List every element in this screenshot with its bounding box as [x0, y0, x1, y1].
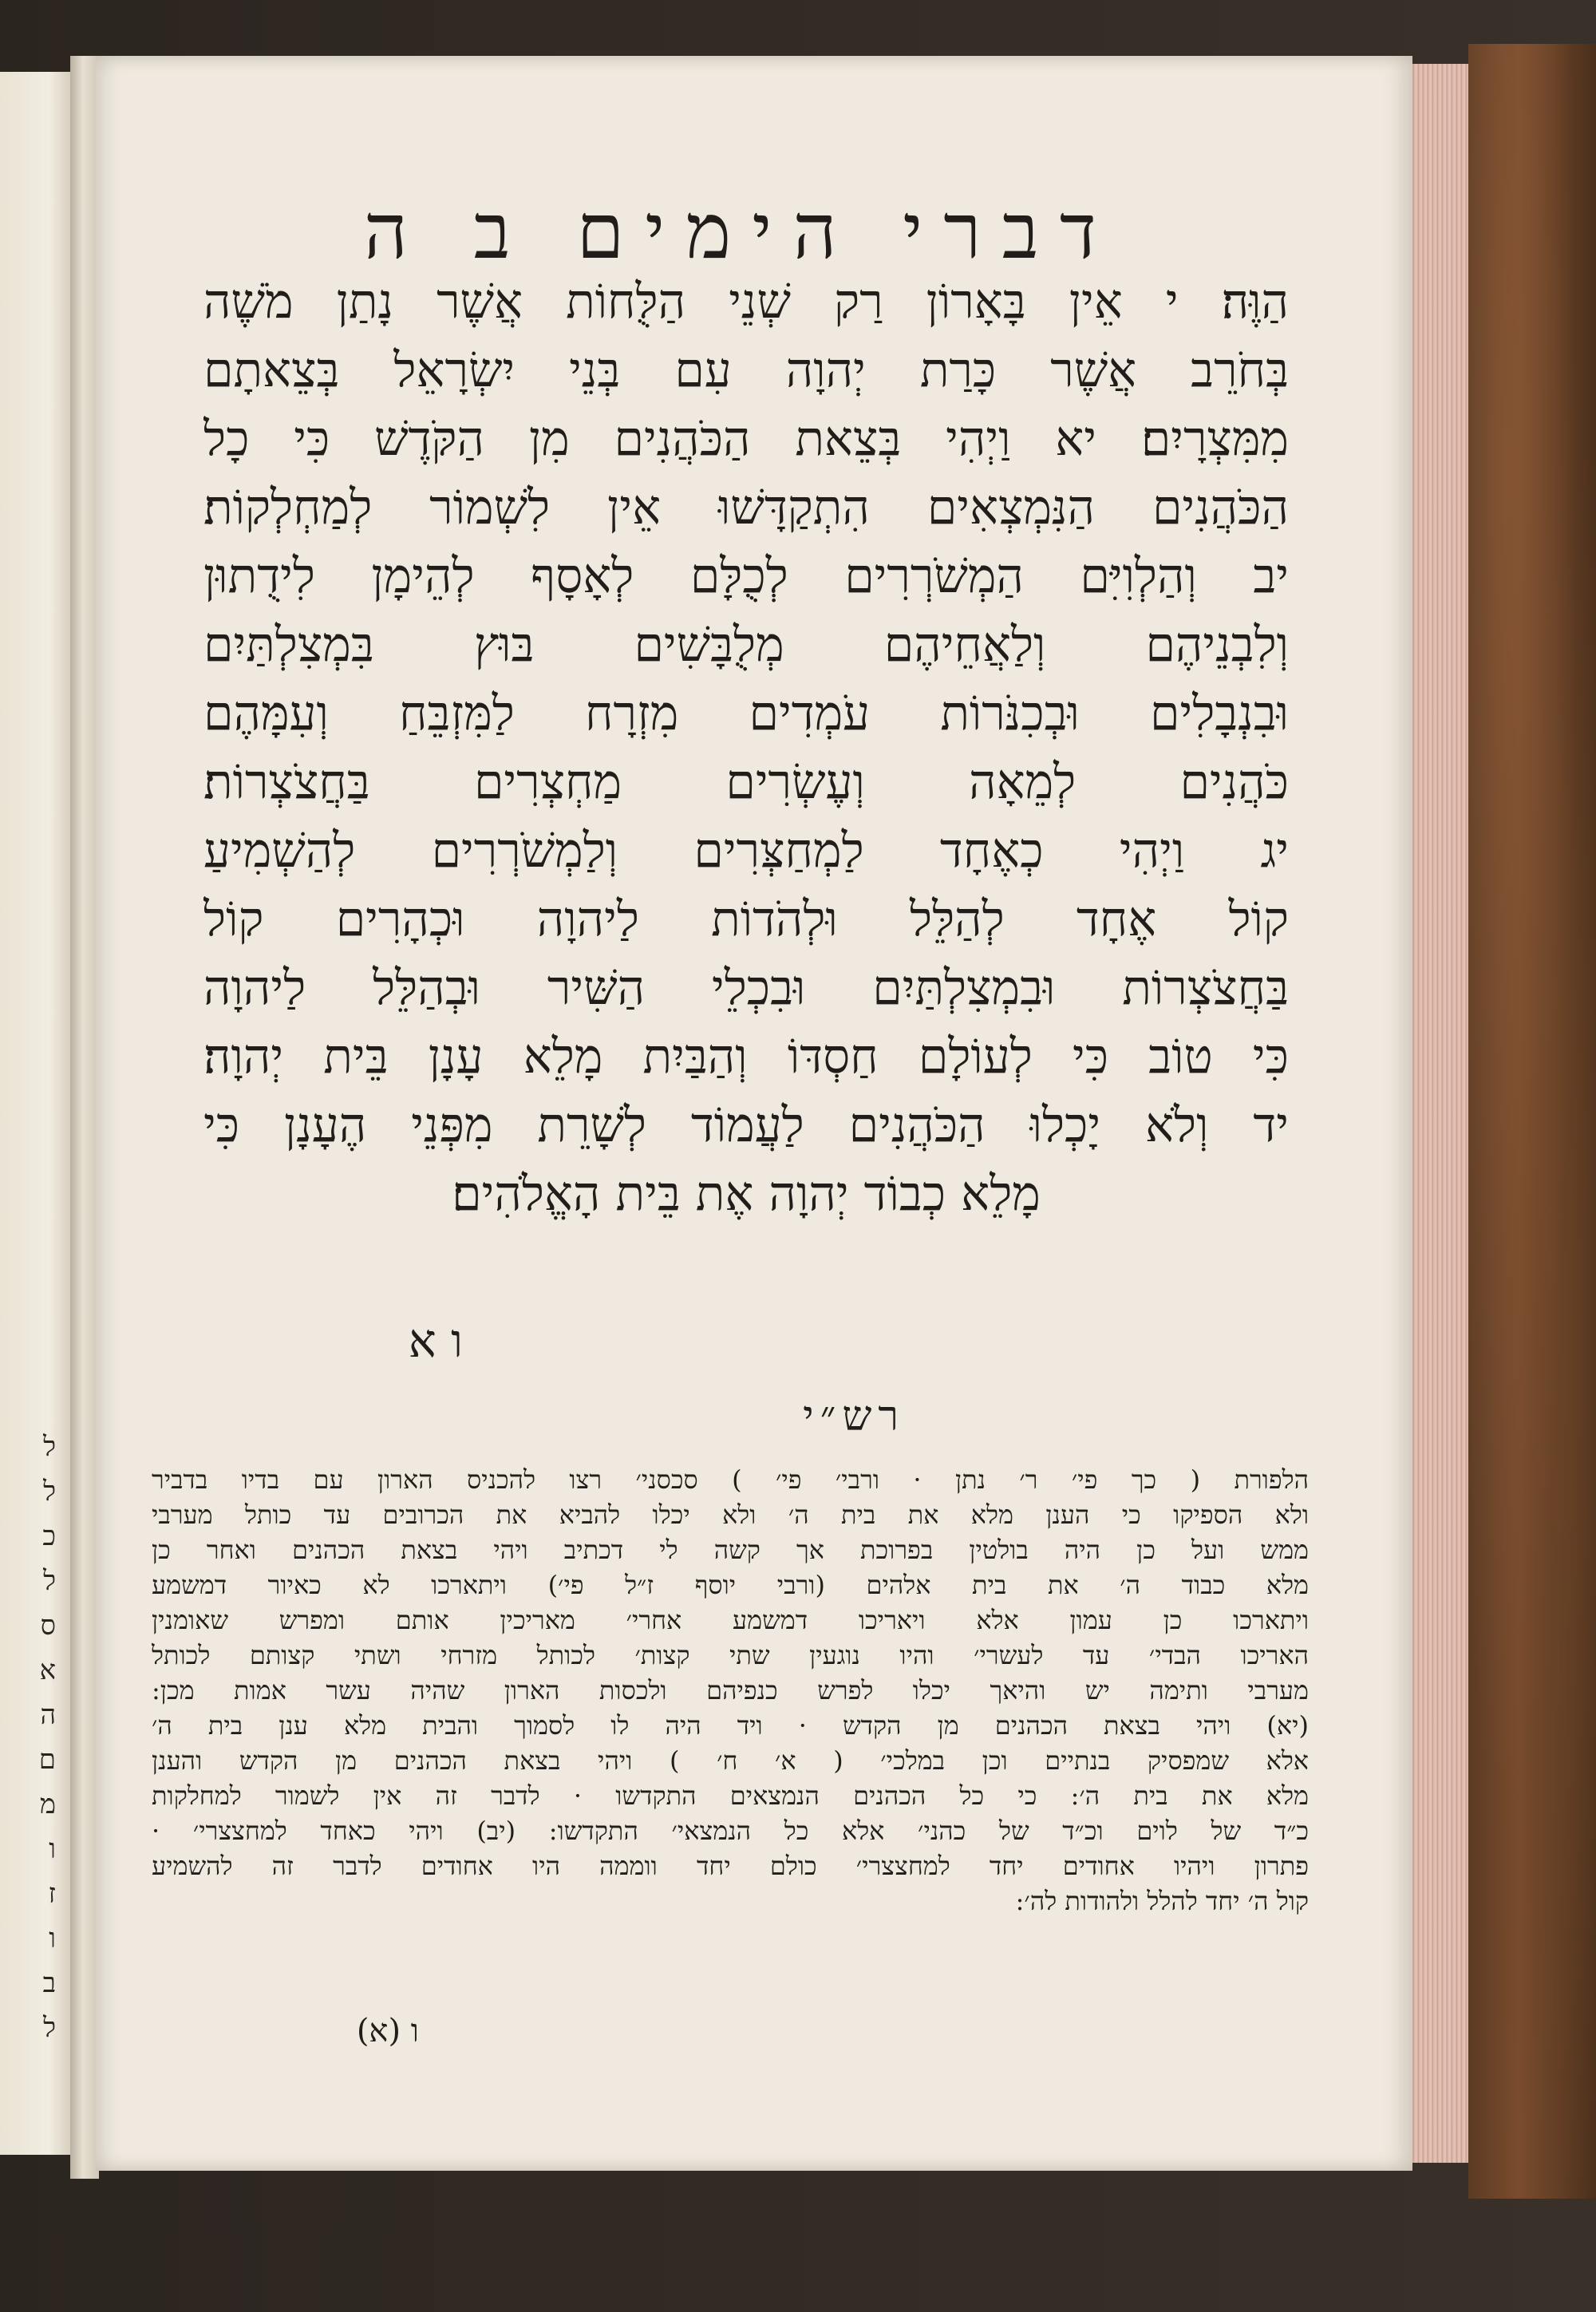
facing-letter: ם — [38, 1744, 56, 1776]
commentary-title: רש״י — [803, 1393, 905, 1441]
facing-letter: א — [39, 1654, 56, 1686]
facing-letter: מ — [39, 1788, 56, 1820]
commentary-line: מלא את בית ה׳: כי כל הכהנים הנמצאים התקדשו · לדבר זה אין לשמור למחלקות — [152, 1780, 1309, 1811]
facing-letter: כ — [42, 1520, 56, 1552]
text-line: בְּחֹרֵב אֲשֶׁר כָּרַת יְהוָה עִם בְּנֵי יִשְׂרָאֵל בְּצֵאתָם — [203, 342, 1289, 398]
commentary-line: מערבי ותימה יש והיאך יכלו לפרש כנפיהם ולכסות הארון שהיה עשר אמות מכן: — [152, 1675, 1309, 1705]
text-line: כִּי טוֹב כִּי לְעוֹלָם חַסְדּוֹ וְהַבַּיִת מָלֵא עָנָן בֵּית יְהוָה׃ — [203, 1029, 1289, 1085]
facing-letter: ו — [49, 1923, 56, 1954]
commentary-line: ויתארכו כן עמון אלא ויאריכו דמשמע אחרי׳ מאריכין אותם ומפרש שאומנין — [152, 1605, 1309, 1635]
facing-page-edge — [0, 72, 73, 2155]
commentary-line: מלא כבוד ה׳ את בית אלהים (ורבי יוסף ז״ל פי׳) ויתארכו לא כאיור דמשמע — [152, 1570, 1309, 1600]
facing-letter: ה — [40, 1699, 56, 1731]
commentary-line: (יא) ויהי בצאת הכהנים מן הקדש · ויד היה לו לסמוך והבית מלא ענן בית ה׳ — [152, 1710, 1309, 1741]
facing-letter: ב — [42, 1967, 56, 1999]
commentary-catchword: ו (א) — [356, 2013, 419, 2049]
commentary-line: הלפורת ( כך פי׳ ר׳ נתן · ורבי׳ פי׳ ) סכסני׳ רצו להכניס הארון עם בדיו בדביר — [152, 1464, 1309, 1495]
commentary-line: ממש ועל כן היה בולטין בפרוכת אך קשה לי דכתיב ויהי בצאת הכהנים ואחר כן — [152, 1535, 1309, 1565]
page-edges — [1412, 64, 1470, 2163]
text-line: הַוֶּה׃ י אֵין בָּאָרוֹן רַק שְׁנֵי הַלֻּחוֹת אֲשֶׁר נָתַן מֹשֶׁה — [203, 274, 1289, 330]
leather-cover — [1468, 44, 1596, 2199]
text-line: קוֹל אֶחָד לְהַלֵּל וּלְהֹדוֹת לַיהוָה וּכְהָרִים קוֹל — [203, 891, 1289, 947]
commentary-text — [152, 1462, 1309, 1919]
facing-letter: ל — [43, 1431, 56, 1463]
text-line: בַּחֲצֹצְרוֹת וּבִמְצִלְתַּיִם וּבִכְלֵי הַשִּׁיר וּבְהַלֵּל לַיהוָה — [203, 960, 1289, 1016]
facing-page-letters — [0, 1429, 56, 2046]
text-line: יד וְלֹא יָכְלוּ הַכֹּהֲנִים לַעֲמוֹד לְשָׁרֵת מִפְּנֵי הֶעָנָן כִּי — [203, 1097, 1289, 1153]
text-line: הַכֹּהֲנִים הַנִּמְצְאִים הִתְקַדָּשׁוּ אֵין לִשְׁמוֹר לְמַחְלְקוֹת׃ — [203, 480, 1289, 536]
commentary-line: פתרון ויהיו אחודים יחד למחצצרי׳ כולם יחד ווממה היו אחודים לדבר זה להשמיע — [152, 1851, 1309, 1881]
catchword: ו א — [408, 1314, 463, 1368]
text-line: וְלִבְנֵיהֶם וְלַאֲחֵיהֶם מְלֻבָּשִׁים בּוּץ בִּמְצִלְתַּיִם — [203, 617, 1289, 673]
text-line: וּבִנְבָלִים וּבְכִנֹּרוֹת עֹמְדִים מִזְרָח לַמִּזְבֵּחַ וְעִמָּהֶם — [203, 686, 1289, 741]
running-head: דברי הימים ב ה — [363, 187, 1117, 276]
commentary-line: קול ה׳ יחד להלל ולהודות לה׳: — [1015, 1886, 1309, 1916]
book-gutter — [70, 56, 99, 2179]
page-content — [96, 56, 1412, 2171]
text-line: יג וַיְהִי כְאֶחָד לַמְחַצְּרִים וְלַמְשֹׁרְרִים לְהַשְׁמִיעַ — [203, 823, 1289, 879]
facing-letter: ל — [43, 2012, 56, 2044]
commentary-line: האריכו הבדי׳ עד לעשרי׳ והיו נוגעין שתי קצות׳ לכותל מזרחי ושתי קצותם לכותל — [152, 1640, 1309, 1670]
text-line: כֹּהֲנִים לְמֵאָה וְעֶשְׂרִים מַחְצְרִים בַּחֲצֹצְרוֹת׃ — [203, 754, 1289, 810]
facing-letter: ז — [48, 1878, 56, 1910]
facing-letter: ו — [49, 1833, 56, 1865]
facing-letter: ל — [43, 1565, 56, 1597]
facing-letter: ס — [40, 1610, 56, 1642]
text-line: מָלֵא כְבוֹד יְהוָה אֶת בֵּית הָאֱלֹהִים׃ — [452, 1166, 1041, 1222]
text-line: יב וְהַלְוִיִּם הַמְשֹׁרְרִים לְכֻלָּם לְאָסָף לְהֵימָן לִידֻתוּן — [203, 548, 1289, 604]
text-line: מִמִּצְרָיִם׃ יא וַיְהִי בְּצֵאת הַכֹּהֲנִים מִן הַקֹּדֶשׁ כִּי כָל — [203, 411, 1289, 467]
commentary-line: אלא שמפסיק בנתיים וכן במלכי׳ ( א׳ ח׳ ) ויהי בצאת הכהנים מן הקדש והענן — [152, 1745, 1309, 1776]
commentary-line: כ״ד של לוים וכ״ד של כהני׳ אלא כל הנמצאי׳ התקדשו: (יב) ויהי כאחד למחצצרי׳ · — [152, 1816, 1309, 1846]
biblical-text — [203, 267, 1289, 1228]
facing-letter: ל — [43, 1476, 56, 1508]
commentary-line: ולא הספיקו כי הענן מלא את בית ה׳ ולא יכלו להביא את הכרובים עד כותל מערבי — [152, 1500, 1309, 1530]
